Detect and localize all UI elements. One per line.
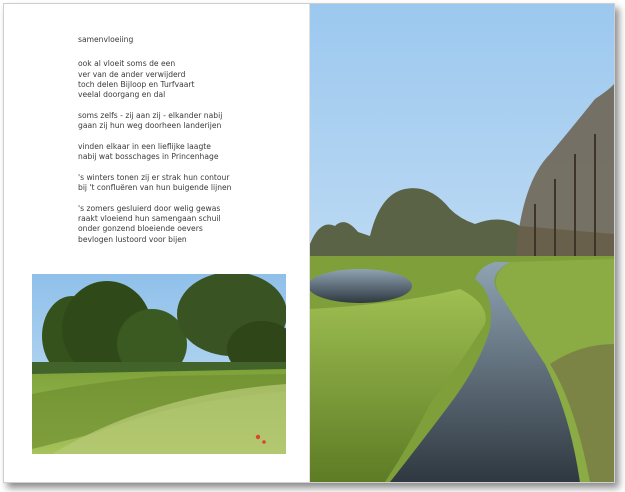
poem-line: gaan zij hun weg doorheen landerijen [78, 121, 222, 131]
right-page [310, 4, 614, 482]
poem-stanza [78, 204, 298, 245]
poem-line: vinden elkaar in een lieflijke laagte [78, 141, 211, 151]
flower [262, 440, 266, 444]
flower [256, 435, 260, 439]
poem-line: 's zomers gesluierd door welig gewas [78, 203, 221, 213]
poem-line: nabij wat bosschages in Princenhage [78, 152, 219, 162]
poem-stanza [78, 142, 298, 163]
pond [310, 269, 412, 303]
poem-title: samenvloeiing [78, 35, 134, 44]
poem-stanza [78, 59, 298, 100]
poem-line: onder gonzend bloeiende oevers [78, 224, 203, 234]
stream-confluence-photo [310, 4, 614, 482]
poem-line: raakt vloeiend hun samengaan schuil [78, 214, 221, 224]
poem-line: toch delen Bijloop en Turfvaart [78, 79, 195, 89]
poem-stanza [78, 111, 298, 132]
meadow-photo [32, 274, 286, 454]
poem-stanza [78, 173, 298, 194]
poem-line: soms zelfs - zij aan zij - elkander nabij [78, 110, 223, 120]
left-page [4, 4, 309, 482]
poem-line: ook al vloeit soms de een [78, 59, 176, 69]
poem [78, 35, 298, 255]
poem-line: bevlogen lustoord voor bijen [78, 234, 187, 244]
poem-line: bij 't confluëren van hun buigende lijnen [78, 183, 232, 193]
meadow-photo-drawing [32, 274, 286, 454]
poem-line: ver van de ander verwijderd [78, 69, 186, 79]
poem-line: 's winters tonen zij er strak hun contour [78, 172, 230, 182]
poem-line: veelal doorgang en dal [78, 90, 166, 100]
book-spread [3, 3, 615, 483]
